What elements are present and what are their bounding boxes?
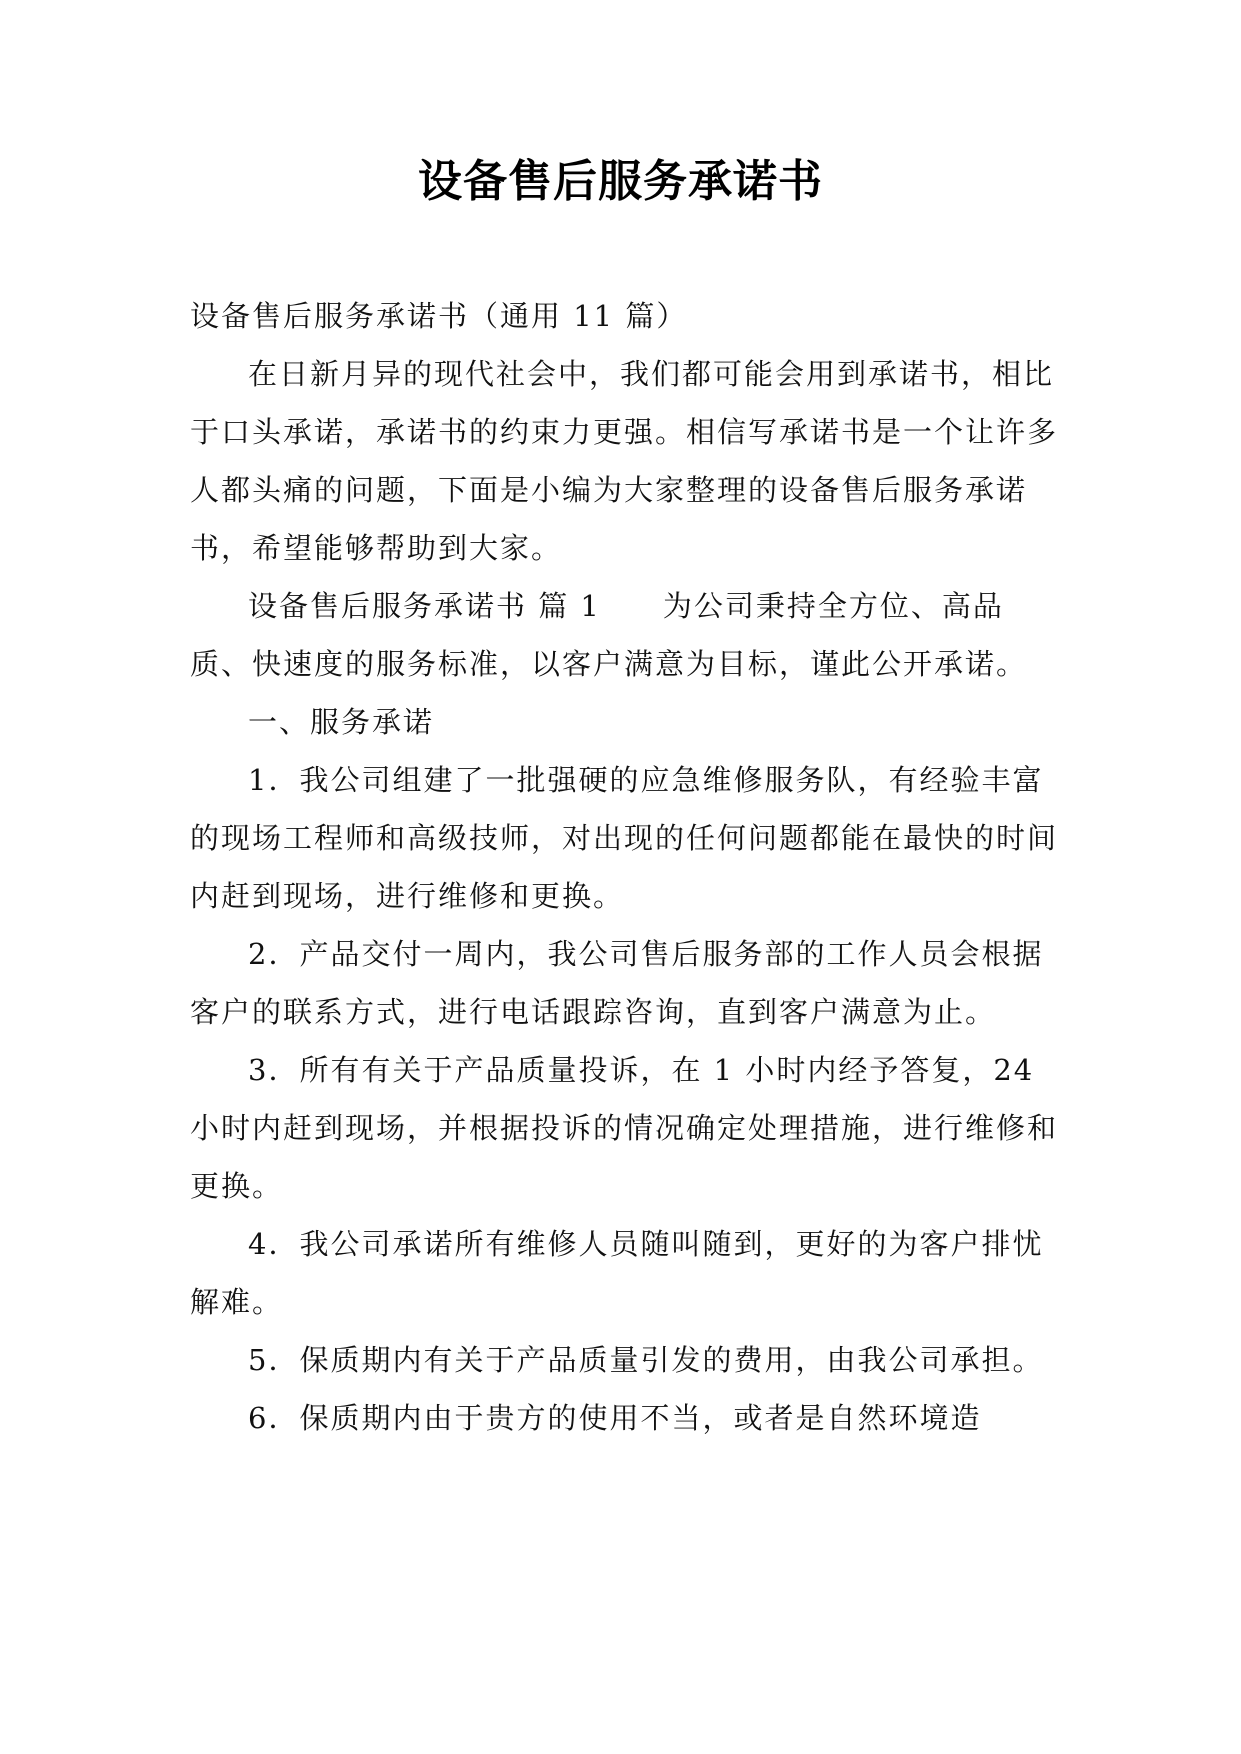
part-heading: 一、服务承诺 (248, 705, 435, 739)
list-item: 2．产品交付一周内，我公司售后服务部的工作人员会根据客户的联系方式，进行电话跟踪咨询，直到客户满意为止。 (190, 937, 1044, 1029)
document-title: 设备售后服务承诺书 (418, 156, 823, 207)
list-item: 5．保质期内有关于产品质量引发的费用，由我公司承担。 (248, 1343, 1044, 1377)
list-item: 1．我公司组建了一批强硬的应急维修服务队，有经验丰富的现场工程师和高级技师，对出现的任何问题都能在最快的时间内赶到现场，进行维修和更换。 (190, 763, 1059, 913)
list-item: 4．我公司承诺所有维修人员随叫随到，更好的为客户排忧解难。 (190, 1227, 1044, 1319)
list-item: 3．所有有关于产品质量投诉，在 1 小时内经予答复，24 小时内赶到现场，并根据投诉的情况确定处理措施，进行维修和更换。 (190, 1053, 1059, 1203)
list-item: 6．保质期内由于贵方的使用不当，或者是自然环境造 (248, 1401, 982, 1435)
section-lead: 为公司秉持全方位、高品质、快速度的服务标准，以客户满意为目标，谨此公开承诺。 (190, 589, 1028, 681)
document-subtitle: 设备售后服务承诺书（通用 11 篇） (190, 299, 688, 333)
section-paragraph (190, 577, 1060, 693)
document-body (190, 287, 1060, 1447)
section-heading: 设备售后服务承诺书 篇 1 (248, 589, 601, 623)
intro-paragraph: 在日新月异的现代社会中，我们都可能会用到承诺书，相比于口头承诺，承诺书的约束力更强。相信写承诺书是一个让许多人都头痛的问题，下面是小编为大家整理的设备售后服务承诺书，希望能够帮助到大家。 (190, 357, 1059, 565)
